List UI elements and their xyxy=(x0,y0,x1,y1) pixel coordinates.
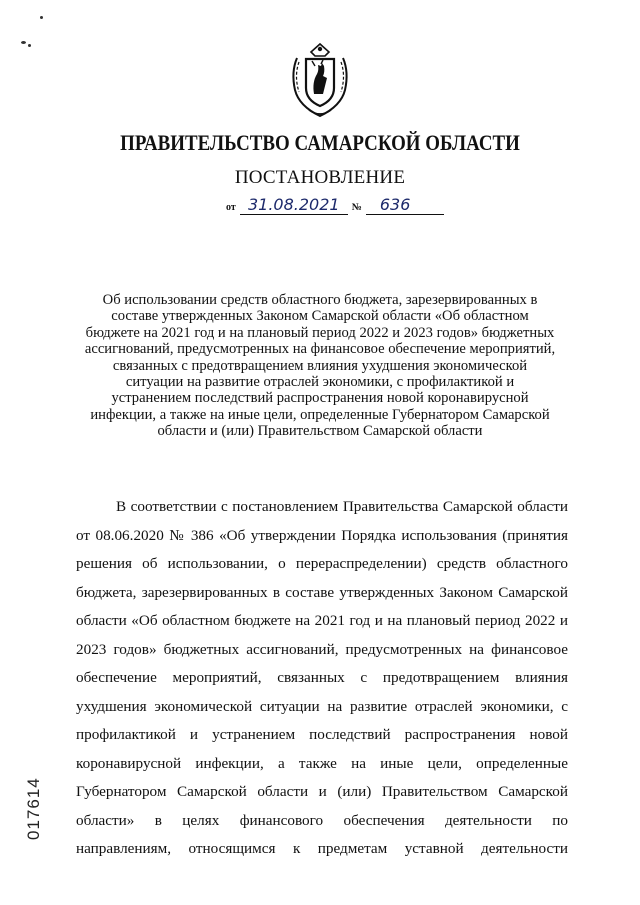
body-line: области «Об областном бюджете на 2021 год и на плановый период 2022 и xyxy=(76,612,568,629)
date-number-line xyxy=(226,196,426,218)
side-serial-number: 017614 xyxy=(24,777,43,840)
organization-title: ПРАВИТЕЛЬСТВО САМАРСКОЙ ОБЛАСТИ xyxy=(120,130,520,155)
body-line: решения об использовании, о перераспределении) средств областного xyxy=(76,555,568,572)
heading-line: ситуации на развитие отраслей экономики, с профилактикой и xyxy=(125,374,515,391)
heading-line: инфекции, а также на иные цели, определенные Губернатором Самарской xyxy=(90,406,550,423)
body-line: коронавирусной инфекции, а также на иные цели, определенные xyxy=(76,754,568,772)
heading-line: бюджете на 2021 год и на плановый период 2022 и 2023 годов» бюджетных xyxy=(85,324,555,341)
body-line: 2023 годов» бюджетных ассигнований, предусмотренных на финансовое xyxy=(76,640,568,658)
heading-line: Об использовании средств областного бюджета, зарезервированных в xyxy=(102,292,538,308)
body-line: ухудшения экономической ситуации на развитие отраслей экономики, с xyxy=(76,697,568,715)
coat-of-arms-icon xyxy=(287,42,353,120)
date-value: 31.08.2021 xyxy=(240,196,348,215)
body-line: направлениям, относящимся к предметам уставной деятельности xyxy=(76,840,568,857)
scan-speck xyxy=(21,41,26,44)
document-type: ПОСТАНОВЛЕНИЕ xyxy=(234,167,406,188)
heading-line: области и (или) Правительством Самарской области xyxy=(157,423,483,440)
body-line: профилактикой и устранением последствий распространения новой xyxy=(76,726,568,743)
scan-speck xyxy=(40,16,43,19)
document-body xyxy=(76,493,568,864)
date-prefix: от xyxy=(226,202,236,213)
body-line: обеспечение мероприятий, связанных с предотвращением влияния xyxy=(76,669,568,686)
body-line: бюджета, зарезервированных в составе утвержденных Законом Самарской xyxy=(76,583,568,601)
number-prefix: № xyxy=(351,202,362,213)
scan-speck xyxy=(28,44,31,47)
body-line: В соответствии с постановлением Правительства Самарской области xyxy=(116,498,568,515)
body-line: от 08.06.2020 № 386 «Об утверждении Порядка использования (принятия xyxy=(76,526,568,544)
heading-line: устранением последствий распространения новой коронавирусной xyxy=(111,390,529,407)
body-line: области» в целях финансового обеспечения деятельности по xyxy=(76,811,568,829)
heading-line: связанных с предотвращением влияния ухудшения экономической xyxy=(112,357,528,374)
heading-line: ассигнований, предусмотренных на финансовое обеспечение мероприятий, xyxy=(84,341,556,358)
body-line: Губернатором Самарской области и (или) Правительством Самарской xyxy=(76,783,568,800)
heading-line: составе утвержденных Законом Самарской области «Об областном xyxy=(111,308,529,325)
number-value: 636 xyxy=(366,196,444,215)
document-heading xyxy=(78,292,562,440)
